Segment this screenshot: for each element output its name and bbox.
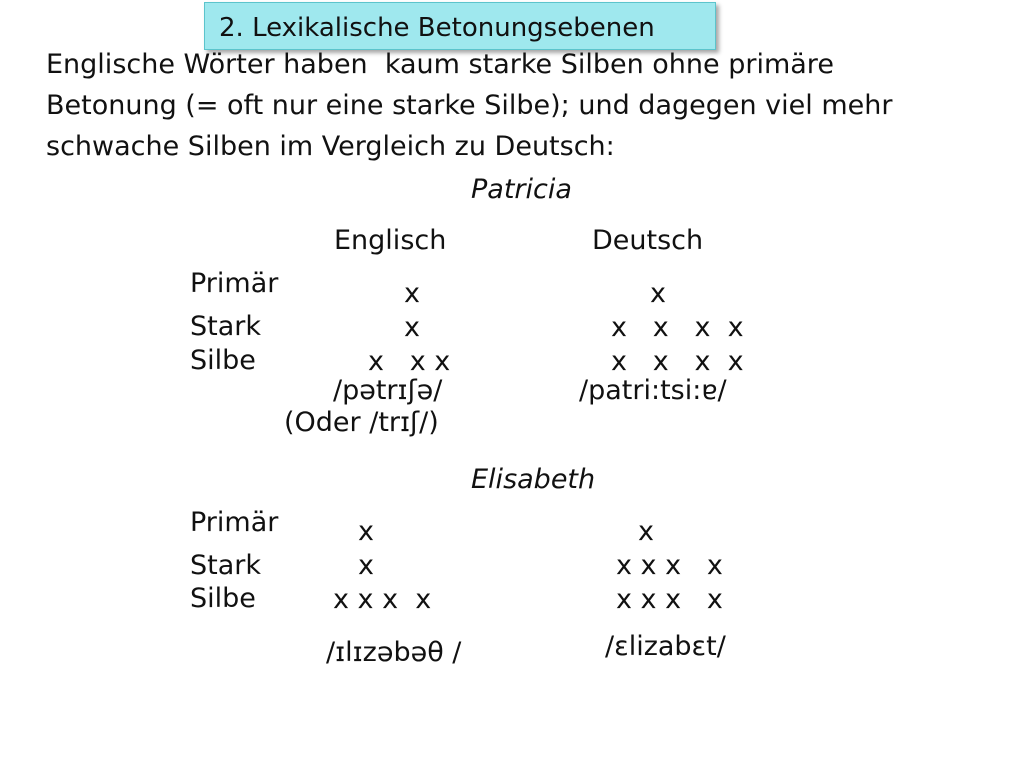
patricia-row-stark: Stark	[190, 311, 262, 342]
patricia-col-english: Englisch	[334, 225, 447, 256]
elisabeth-row-primaer: Primär	[190, 507, 279, 538]
intro-line-2: Betonung (= oft nur eine starke Silbe); und dagegen viel mehr	[46, 90, 893, 121]
elisabeth-row-stark: Stark	[190, 550, 262, 581]
intro-line-1: Englische Wörter haben kaum starke Silben ohne primäre	[46, 49, 834, 80]
patricia-row-silbe: Silbe	[190, 345, 256, 376]
patricia-en-alt-ipa: (Oder /trɪʃ/)	[284, 407, 439, 438]
elisabeth-de-ipa: /ɛlizabɛt/	[605, 631, 726, 662]
patricia-de-silbe-marks: x x x x	[611, 346, 744, 377]
elisabeth-en-ipa: /ɪlɪzəbəθ /	[326, 637, 462, 668]
elisabeth-en-silbe-marks: x x x x	[333, 584, 432, 615]
patricia-en-silbe-marks: x x x	[368, 346, 451, 377]
patricia-en-stark-marks: x	[404, 312, 420, 343]
patricia-de-ipa: /patri:tsi:ɐ/	[579, 375, 727, 406]
elisabeth-en-primaer-marks: x	[358, 516, 374, 547]
patricia-de-primaer-marks: x	[650, 278, 666, 309]
elisabeth-de-silbe-marks: x x x x	[616, 584, 723, 615]
patricia-de-stark-marks: x x x x	[611, 312, 744, 343]
patricia-word: Patricia	[471, 174, 572, 205]
elisabeth-row-silbe: Silbe	[190, 583, 256, 614]
patricia-en-primaer-marks: x	[404, 278, 420, 309]
patricia-row-primaer: Primär	[190, 268, 279, 299]
slide-title: 2. Lexikalische Betonungsebenen	[219, 13, 655, 43]
elisabeth-de-primaer-marks: x	[638, 516, 654, 547]
patricia-en-ipa: /pətrɪʃə/	[333, 375, 443, 406]
elisabeth-en-stark-marks: x	[358, 550, 374, 581]
patricia-col-german: Deutsch	[592, 225, 704, 256]
intro-paragraph	[46, 44, 946, 167]
elisabeth-word: Elisabeth	[471, 464, 596, 495]
intro-line-3: schwache Silben im Vergleich zu Deutsch:	[46, 131, 615, 162]
elisabeth-de-stark-marks: x x x x	[616, 550, 723, 581]
slide-title-box	[204, 2, 716, 50]
